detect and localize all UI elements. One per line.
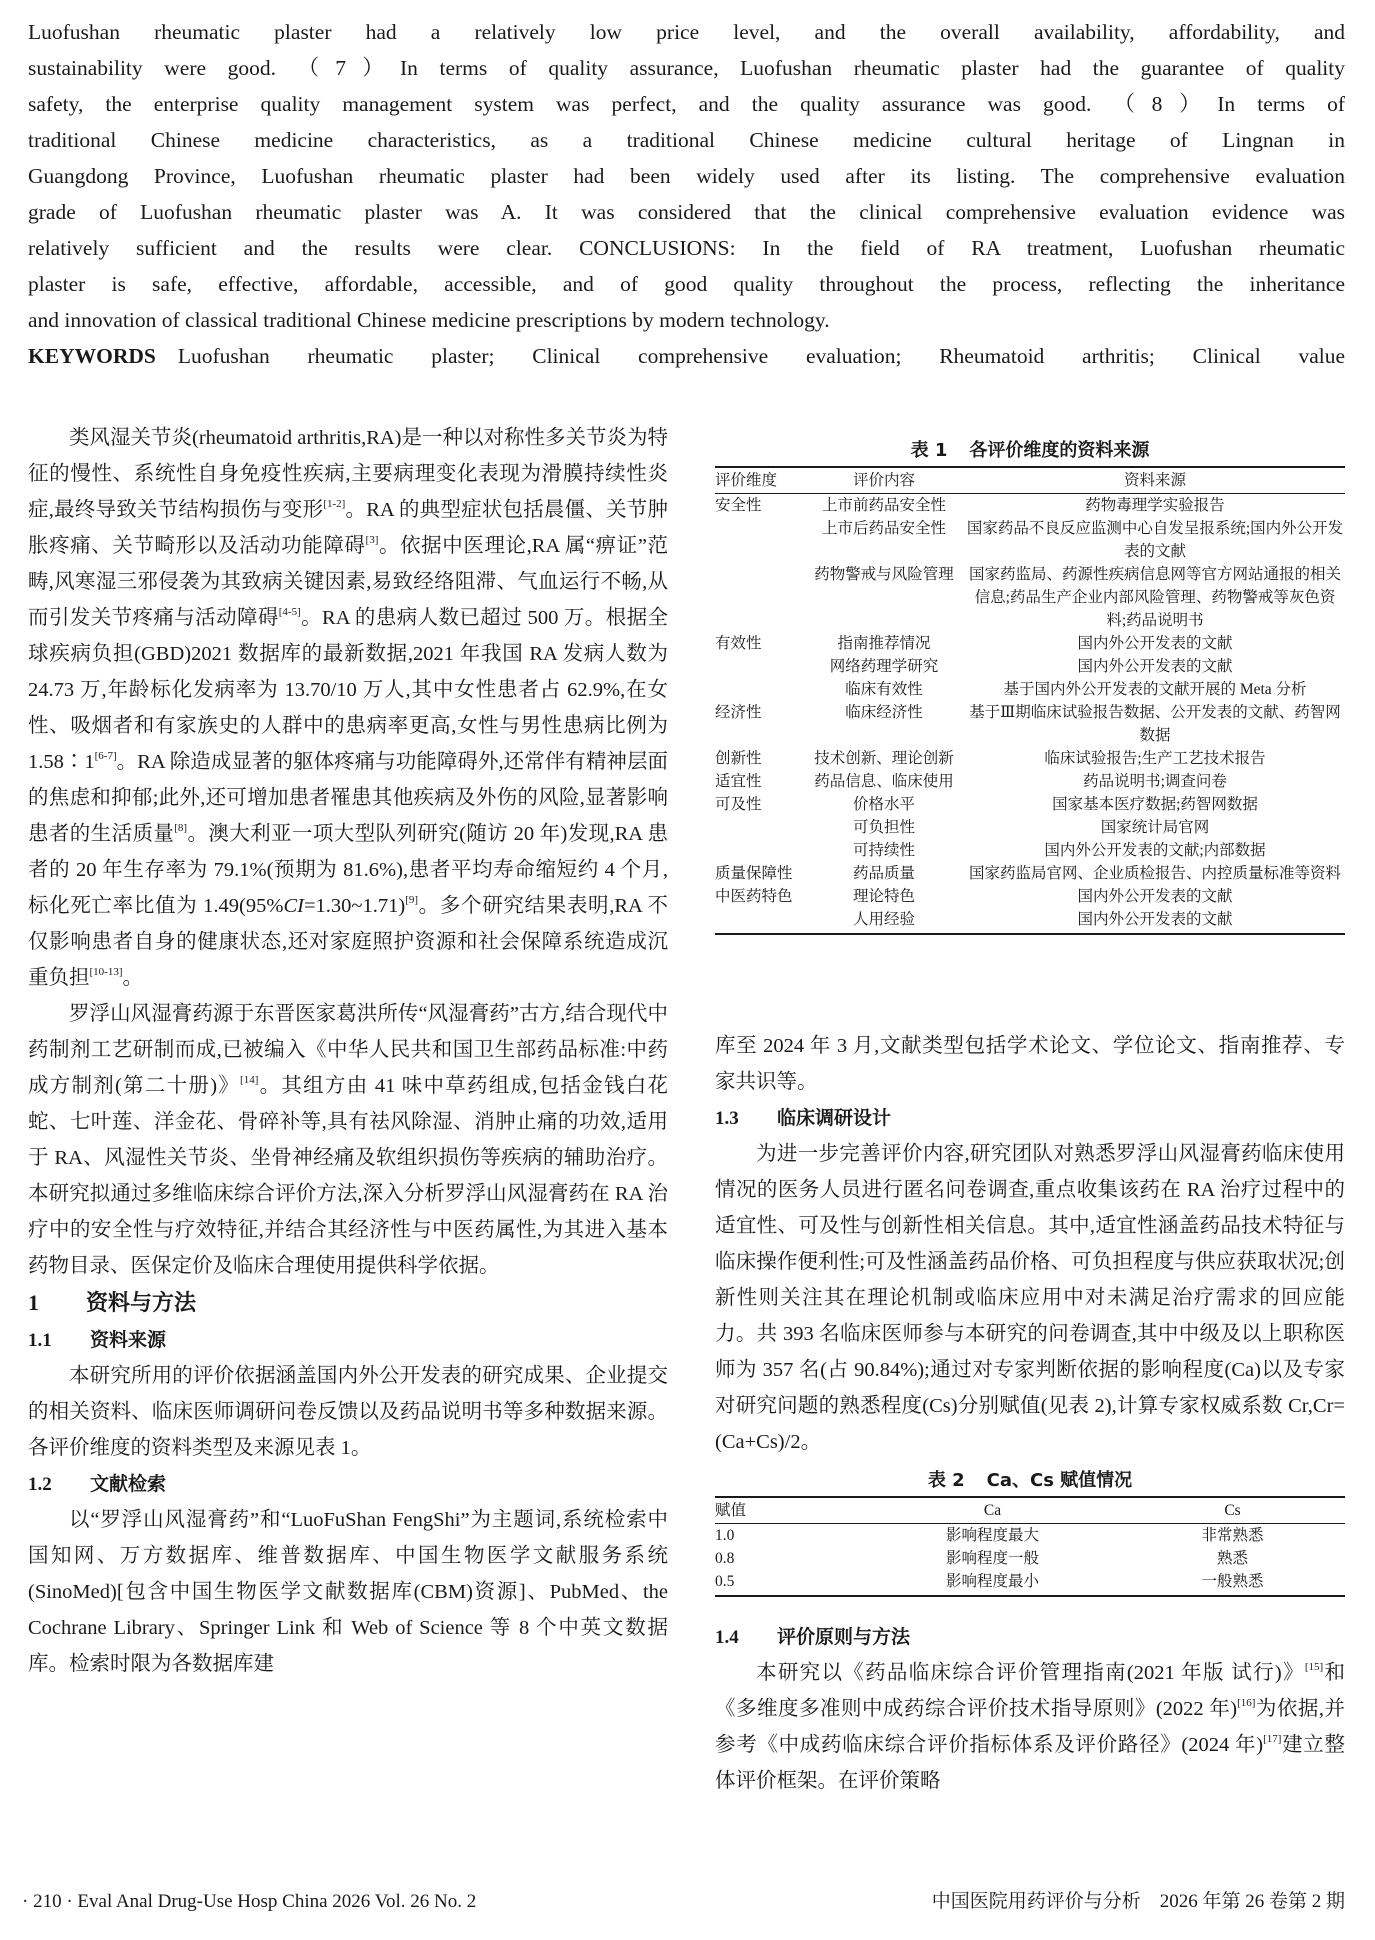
citation[interactable]: [15] [1304,1661,1324,1673]
table-cell: 国内外公开发表的文献 [965,908,1345,934]
text-run: 为依据,并参考《中成药临床综合评价指标体系及评价路径》(2024 年) [715,1698,1346,1756]
table-cell [715,517,803,563]
table-cell: 一般熟悉 [1120,1570,1345,1596]
section-heading-1-2 [28,1466,668,1502]
abstract-line: safety, the enterprise quality management system was perfect, and the quality assurance was good. （8）In terms of [28,92,1345,116]
section-title: 资料来源 [90,1329,167,1351]
right-column [715,1028,1345,1799]
table-cell: 临床经济性 [845,704,923,721]
table-row [715,816,1345,839]
table-cell: 人用经验 [803,908,965,934]
text-run: 。依据中医理论,RA 属“痹证”范畴,风寒湿三邪侵袭为其致病关键因素,易致经络阻滞、气血运行不畅,从而引发关节疼痛与活动障碍 [28,535,669,629]
table-cell: 适宜性 [715,773,762,790]
table-row [715,1570,1345,1596]
table-cell: 可及性 [715,796,762,813]
table-header-row [715,1497,1345,1524]
abstract-line: traditional Chinese medicine characteristics, as a traditional Chinese medicine cultural heritage of Lingnan in [28,128,1345,152]
table-cell: 1.0 [715,1527,735,1544]
citation[interactable]: [9] [405,894,419,906]
literature-search-continued: 库至 2024 年 3 月,文献类型包括学术论文、学位论文、指南推荐、专家共识等。 [715,1035,1345,1093]
table-1 [715,466,1345,935]
text-run: 。 [122,967,143,989]
table-cell: 药品质量 [852,865,915,882]
keywords [28,338,1345,374]
table-number: 表 2 [927,1470,965,1491]
abstract-line: sustainability were good. （7）In terms of quality assurance, Luofushan rheumatic plaster had the guarantee of quality [28,56,1345,80]
column-header: 资料来源 [965,467,1345,494]
table-cell: 国内外公开发表的文献 [1077,635,1233,652]
table-caption: 各评价维度的资料来源 [969,440,1150,461]
text-run: 。澳大利亚一项大型队列研究(随访 20 年)发现,RA 患者的 20 年生存率为 79.1%(预期为 81.6%),患者平均寿命缩短约 4 个月,标化死亡率比值为 1.49(95% [28,823,669,917]
table-cell: 有效性 [715,635,762,652]
table-cell: 药物毒理学实验报告 [1085,497,1225,514]
section-title: 评价原则与方法 [777,1626,911,1648]
column-header: 评价维度 [715,467,803,494]
table-cell: 国家基本医疗数据;药智网数据 [1052,796,1258,813]
table-row [715,678,1345,701]
abstract-line: relatively sufficient and the results were clear. CONCLUSIONS: In the field of RA treatment, Luofushan rheumatic [28,236,1345,260]
table-row [715,770,1345,793]
left-column [28,420,668,1682]
text-run: 建立整体评价框架。在评价策略 [715,1734,1346,1792]
section-number: 1.1 [28,1330,52,1351]
table-cell: 国内外公开发表的文献 [1077,888,1233,905]
table-cell [715,908,803,934]
section-heading-1-3 [715,1100,1345,1136]
english-abstract [28,14,1345,374]
table-cell: 指南推荐情况 [837,635,931,652]
section-title: 临床调研设计 [777,1107,892,1129]
abstract-line: Luofushan rheumatic plaster had a relatively low price level, and the overall availability, affordability, and [28,20,1345,44]
table-row [715,747,1345,770]
table-cell: 理论特色 [852,888,915,905]
table-cell: 创新性 [715,750,762,767]
table-caption: Ca、Cs 赋值情况 [986,1470,1133,1491]
text-run: 。RA 除造成显著的躯体疼痛与功能障碍外,还常伴有精神层面的焦虑和抑郁;此外,还可增加患者罹患其他疾病及外伤的风险,显著影响患者的生活质量 [28,751,668,845]
table-cell: 基于Ⅲ期临床试验报告数据、公开发表的文献、药智网数据 [969,704,1341,744]
table-cell: 国家药监局、药源性疾病信息网等官方网站通报的相关信息;药品生产企业内部风险管理、药物警戒等灰色资料;药品说明书 [968,566,1341,629]
table-cell: 技术创新、理论创新 [814,750,954,767]
section-heading-1-1 [28,1322,668,1358]
table-cell: 0.5 [715,1570,865,1596]
footer-journal-cn: 中国医院用药评价与分析 2026 年第 26 卷第 2 期 [931,1891,1345,1912]
table-cell: 基于国内外公开发表的文献开展的 Meta 分析 [1003,681,1307,698]
abstract-line: grade of Luofushan rheumatic plaster was A. It was considered that the clinical comprehensive evaluation evidence was [28,200,1345,224]
evaluation-method-paragraph [715,1655,1345,1799]
text-run: 。RA 的患病人数已超过 500 万。根据全球疾病负担(GBD)2021 数据库的最新数据,2021 年我国 RA 发病人数为 24.73 万,年龄标化发病率为 13.70/10 万人,其中女性患者占 62.9%,在女性、吸烟者和有家族史的人群中的患病率更高,女性与男性患病比例为 1.58∶1 [28,607,668,773]
text-run: 类风湿关节炎(rheumatoid arthritis,RA)是一种以对称性多关节炎为特征的慢性、系统性自身免疫性疾病,主要病理变化表现为滑膜持续性炎症,最终导致关节结构损伤与变形 [28,427,669,521]
ci-symbol: CI [283,895,304,917]
data-source-paragraph: 本研究所用的评价依据涵盖国内外公开发表的研究成果、企业提交的相关资料、临床医师调研问卷反馈以及药品说明书等多种数据来源。各评价维度的资料类型及来源见表 1。 [28,1365,668,1459]
table-cell: 国内外公开发表的文献;内部数据 [1044,842,1266,859]
clinical-survey-paragraph: 为进一步完善评价内容,研究团队对熟悉罗浮山风湿膏药临床使用情况的医务人员进行匿名问卷调查,重点收集该药在 RA 治疗过程中的适宜性、可及性与创新性相关信息。其中,适宜性涵盖药品技术特征与临床操作便利性;可及性涵盖药品价格、可负担程度与供应获取状况;创新性则关注其在理论机制或临床应用中对未满足治疗需求的回应能力。共 393 名临床医师参与本研究的问卷调查,其中中级及以上职称医师为 357 名(占 90.84%);通过对专家判断依据的影响程度(Ca)以及专家对研究问题的熟悉程度(Cs)分别赋值(见表 2),计算专家权威系数 Cr,Cr=(Ca+Cs)/2。 [715,1143,1345,1453]
section-heading-1-4 [715,1619,1345,1655]
citation[interactable]: [17] [1263,1733,1282,1745]
table-cell: 上市后药品安全性 [821,520,946,537]
table-cell: 药品说明书;调查问卷 [1083,773,1227,790]
text-run: 。RA 的典型症状包括晨僵、关节肿胀疼痛、关节畸形以及活动功能障碍 [28,499,668,557]
table-cell: 网络药理学研究 [829,658,939,675]
table-cell: 经济性 [715,704,762,721]
table-cell: 价格水平 [852,796,915,813]
column-header: 赋值 [715,1497,865,1524]
table-cell: 0.8 [715,1550,735,1567]
abstract-line: and innovation of classical traditional Chinese medicine prescriptions by modern technology. [28,308,830,332]
text-run: =1.30~1.71) [303,895,406,917]
table-row [715,793,1345,816]
table-cell: 非常熟悉 [1201,1527,1264,1544]
section-number: 1.2 [28,1474,52,1495]
table-row [715,1524,1345,1548]
table-row [715,885,1345,908]
section-number: 1 [28,1290,39,1315]
table-number: 表 1 [910,440,948,461]
table-row [715,908,1345,934]
table-row [715,701,1345,747]
footer-page-journal-en: · 210 · Eval Anal Drug-Use Hosp China 2026 Vol. 26 No. 2 [22,1891,477,1912]
table-cell: 影响程度最小 [865,1570,1120,1596]
intro-paragraph-2 [28,996,668,1284]
column-header: Ca [865,1497,1120,1524]
citation[interactable]: [4-5] [278,606,301,618]
text-run: 和《多维度多准则中成药综合评价技术指导原则》(2022 年) [715,1662,1346,1720]
table-row [715,655,1345,678]
table-cell: 上市前药品安全性 [821,497,946,514]
text-run: 。多个研究结果表明,RA 不仅影响患者自身的健康状态,还对家庭照护资源和社会保障系统造成沉重负担 [28,895,668,989]
abstract-line: Guangdong Province, Luofushan rheumatic plaster had been widely used after its listing. The comprehensive evaluation [28,164,1345,188]
table-cell: 国家统计局官网 [1100,819,1210,836]
table-cell [715,678,803,701]
table-cell: 影响程度最大 [945,1527,1039,1544]
table-cell: 临床有效性 [845,681,923,698]
table-row [715,563,1345,632]
table-cell: 国家药品不良反应监测中心自发呈报系统;国内外公开发表的文献 [966,520,1344,560]
section-title: 资料与方法 [86,1291,197,1316]
column-header: Cs [1120,1497,1345,1524]
citation[interactable]: [8] [174,822,188,834]
table-cell: 国内外公开发表的文献 [1077,658,1233,675]
table-cell [715,563,803,632]
citation[interactable]: [16] [1237,1697,1256,1709]
section-title: 文献检索 [90,1473,167,1495]
table-cell: 临床试验报告;生产工艺技术报告 [1044,750,1266,767]
citation[interactable]: [3] [365,534,379,546]
table-cell [715,655,803,678]
table-row [715,517,1345,563]
table-cell: 安全性 [715,497,762,514]
table-cell: 质量保障性 [715,865,793,882]
table-1-block [715,436,1345,935]
table-row [715,839,1345,862]
keywords-label: KEYWORDS [28,344,156,368]
section-heading-1 [28,1284,668,1322]
table-cell: 药品信息、临床使用 [814,773,954,790]
literature-search-paragraph: 以“罗浮山风湿膏药”和“LuoFuShan FengShi”为主题词,系统检索中国知网、万方数据库、维普数据库、中国生物医学文献服务系统(SinoMed)[包含中国生物医学文献数据库(CBM)资源]、PubMed、the Cochrane Library、Springer Link 和 Web of Science 等 8 个中英文数据库。检索时限为各数据库建 [28,1509,668,1675]
abstract-line: plaster is safe, effective, affordable, accessible, and of good quality throughout the process, reflecting the inheritance [28,272,1345,296]
table-cell [715,839,803,862]
table-header-row [715,467,1345,494]
table-cell: 可持续性 [852,842,915,859]
citation[interactable]: [14] [240,1074,259,1086]
table-cell: 中医药特色 [715,888,793,905]
table-cell: 药物警戒与风险管理 [814,566,954,583]
table-cell: 熟悉 [1216,1550,1248,1567]
table-cell: 可负担性 [852,819,915,836]
section-number: 1.3 [715,1108,739,1129]
table-row [715,862,1345,885]
text-run: 本研究以《药品临床综合评价管理指南(2021 年版 试行)》 [756,1662,1305,1684]
text-run: 。其组方由 41 味中草药组成,包括金钱白花蛇、七叶莲、洋金花、骨碎补等,具有祛风除湿、消肿止痛的功效,适用于 RA、风湿性关节炎、坐骨神经痛及软组织损伤等疾病的辅助治疗。本研究拟通过多维临床综合评价方法,深入分析罗浮山风湿膏药在 RA 治疗中的安全性与疗效特征,并结合其经济性与中医药属性,为其进入基本药物目录、医保定价及临床合理使用提供科学依据。 [28,1075,669,1277]
citation[interactable]: [1-2] [323,498,346,510]
keywords-text: Luofushan rheumatic plaster; Clinical comprehensive evaluation; Rheumatoid arthritis; Clinical value [177,344,1345,368]
section-number: 1.4 [715,1627,739,1648]
table-row [715,632,1345,655]
citation[interactable]: [6-7] [94,750,117,762]
table-row [715,494,1345,518]
column-header: 评价内容 [803,467,965,494]
table-cell: 影响程度一般 [945,1550,1039,1567]
table-2 [715,1496,1345,1597]
table-2-title [715,1466,1345,1496]
citation[interactable]: [10-13] [89,966,123,978]
table-cell: 国家药监局官网、企业质检报告、内控质量标准等资料 [968,865,1341,882]
table-1-title [715,436,1345,466]
intro-paragraph-1 [28,420,668,996]
text-run: 罗浮山风湿膏药源于东晋医家葛洪所传“风湿膏药”古方,结合现代中药制剂工艺研制而成,已被编入《中华人民共和国卫生部药品标准:中药成方制剂(第二十册)》 [28,1003,668,1097]
table-row [715,1547,1345,1570]
table-cell [715,816,803,839]
